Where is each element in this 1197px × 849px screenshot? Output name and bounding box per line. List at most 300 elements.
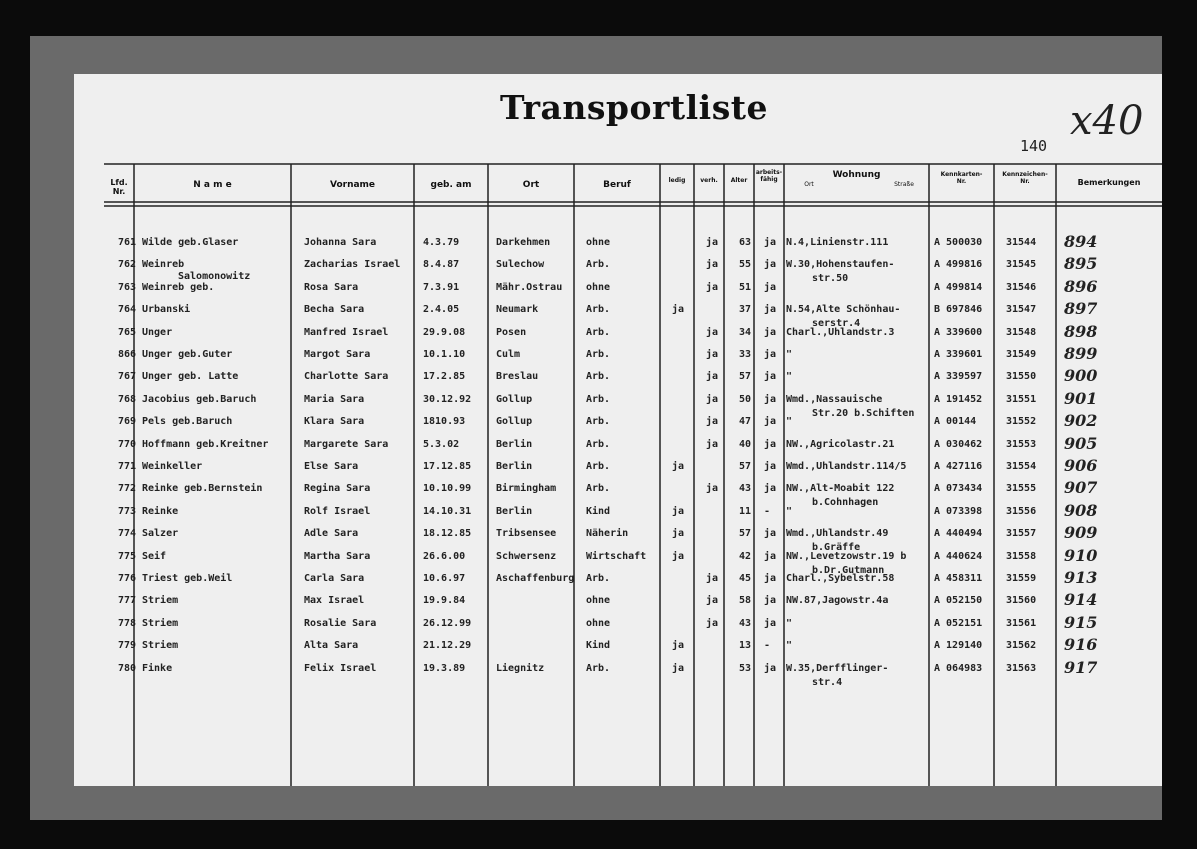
cell-kennkarte: A 129140 [934, 640, 983, 652]
cell-kennzeichen: 31550 [1006, 371, 1037, 383]
cell-verh: ja [706, 393, 719, 405]
cell-vorname: Margot Sara [304, 349, 371, 360]
col-header-ledig: ledig [668, 177, 686, 184]
cell-verh: ja [706, 371, 719, 383]
cell-beruf: Arb. [586, 371, 611, 383]
cell-kennzeichen: 31557 [1006, 528, 1037, 540]
cell-kennzeichen: 31548 [1006, 326, 1037, 338]
cell-beruf: Arb. [586, 326, 611, 338]
col-header-geb: geb. am [430, 180, 472, 190]
cell-beruf: Arb. [586, 438, 611, 450]
cell-vorname: Maria Sara [304, 393, 365, 405]
cell-verh: ja [706, 617, 719, 629]
cell-kennkarte: A 339600 [934, 326, 983, 338]
cell-alter: 37 [738, 304, 751, 316]
cell-beruf: Arb. [586, 662, 611, 674]
table-row [74, 545, 1162, 576]
cell-kennkarte: A 339601 [934, 349, 983, 360]
cell-kennkarte: A 440624 [934, 550, 983, 562]
cell-wohnung: W.35,Derfflinger- [786, 662, 889, 674]
cell-beruf: ohne [586, 237, 611, 248]
col-header-name: N a m e [193, 180, 232, 190]
cell-nr: 775 [117, 550, 136, 562]
cell-vorname: Alta Sara [304, 640, 359, 652]
cell-wohnung: W.30,Hohenstaufen- [786, 259, 895, 271]
cell-nr: 771 [117, 461, 136, 472]
cell-verh: ja [706, 573, 719, 584]
cell-alter: 13 [738, 640, 751, 652]
cell-nr: 777 [117, 595, 136, 607]
cell-arbeitsfaehig: ja [764, 662, 777, 674]
col-header-beruf: Beruf [603, 180, 631, 190]
cell-name: Unger geb.Guter [142, 349, 233, 360]
cell-wohnung: " [786, 640, 793, 652]
cell-nr: 768 [117, 393, 136, 405]
cell-arbeitsfaehig: ja [764, 550, 777, 562]
cell-geb: 18.12.85 [423, 528, 472, 540]
table-row [74, 413, 1162, 435]
cell-vorname: Felix Israel [304, 662, 377, 674]
cell-ledig: ja [672, 528, 685, 540]
table-row [74, 637, 1162, 659]
cell-ledig: ja [672, 304, 685, 316]
table-row [74, 570, 1162, 592]
cell-beruf: Arb. [586, 393, 611, 405]
table-row [74, 458, 1162, 480]
cell-kennzeichen: 31556 [1006, 505, 1037, 517]
cell-geb: 30.12.92 [423, 393, 472, 405]
cell-vorname: Klara Sara [304, 416, 365, 428]
cell-kennkarte: A 030462 [934, 438, 983, 450]
cell-geb: 26.6.00 [423, 550, 466, 562]
cell-kennzeichen: 31549 [1006, 349, 1037, 360]
cell-name-cont: Salomonowitz [178, 270, 251, 282]
cell-kennkarte: A 339597 [934, 371, 983, 383]
table-row [74, 299, 1162, 330]
cell-verh: ja [706, 259, 719, 271]
cell-name: Pels geb.Baruch [142, 416, 233, 428]
cell-geb: 4.3.79 [423, 237, 460, 248]
cell-beruf: Arb. [586, 461, 611, 472]
cell-alter: 34 [738, 326, 751, 338]
cell-arbeitsfaehig: ja [764, 393, 777, 405]
cell-ledig: ja [672, 640, 685, 652]
cell-name: Seif [142, 550, 167, 562]
cell-kennkarte: A 073398 [934, 505, 983, 517]
cell-alter: 45 [738, 573, 751, 584]
cell-vorname: Rosa Sara [304, 281, 359, 293]
cell-ledig: ja [672, 461, 685, 472]
cell-ort: Culm [496, 349, 521, 360]
cell-wohnung: NW.,Levetzowstr.19 b [786, 550, 907, 562]
table-row [74, 388, 1162, 419]
cell-alter: 43 [738, 617, 751, 629]
cell-kennzeichen: 31555 [1006, 483, 1037, 495]
cell-arbeitsfaehig: - [764, 505, 771, 517]
cell-kennzeichen: 31554 [1006, 461, 1037, 472]
cell-kennzeichen: 31553 [1006, 438, 1037, 450]
col-header-wohnung: Wohnung [832, 170, 881, 180]
cell-kennzeichen: 31552 [1006, 416, 1037, 428]
cell-kennkarte: A 427116 [934, 461, 983, 472]
cell-geb: 19.3.89 [423, 662, 466, 674]
cell-arbeitsfaehig: ja [764, 304, 777, 316]
cell-vorname: Zacharias Israel [304, 259, 401, 271]
cell-alter: 40 [738, 438, 751, 450]
cell-arbeitsfaehig: ja [764, 281, 777, 293]
cell-nr: 779 [117, 640, 136, 652]
cell-wohnung-cont: b.Dr.Gutmann [812, 564, 885, 576]
cell-kennzeichen: 31544 [1006, 237, 1037, 248]
cell-kennkarte: A 500030 [934, 237, 983, 248]
cell-nr: 762 [117, 259, 136, 271]
cell-bemerkung: 909 [1064, 523, 1098, 543]
cell-beruf: Arb. [586, 416, 611, 428]
cell-name: Finke [142, 662, 173, 674]
cell-beruf: Arb. [586, 259, 611, 271]
table-row [74, 612, 1162, 637]
cell-nr: 761 [117, 237, 136, 248]
cell-alter: 11 [738, 505, 751, 517]
cell-arbeitsfaehig: ja [764, 237, 777, 248]
cell-geb: 10.10.99 [423, 483, 472, 495]
cell-ort: Breslau [496, 371, 539, 383]
cell-ort: Gollup [496, 416, 533, 428]
cell-vorname: Max Israel [304, 595, 365, 607]
cell-ort: Berlin [496, 438, 533, 450]
cell-kennkarte: A 440494 [934, 528, 983, 540]
col-header-kennzeichen: Kennzeichen- Nr. [1002, 171, 1048, 185]
cell-verh: ja [706, 416, 719, 428]
cell-name: Reinke [142, 505, 179, 517]
cell-nr: 772 [117, 483, 136, 495]
cell-bemerkung: 910 [1064, 545, 1098, 565]
cell-nr: 866 [117, 349, 136, 360]
cell-arbeitsfaehig: ja [764, 259, 777, 271]
cell-name: Urbanski [142, 304, 191, 316]
cell-bemerkung: 916 [1064, 635, 1098, 655]
cell-geb: 1810.93 [423, 416, 466, 428]
cell-beruf: ohne [586, 595, 611, 607]
cell-kennzeichen: 31545 [1006, 259, 1037, 271]
cell-arbeitsfaehig: ja [764, 528, 777, 540]
cell-geb: 26.12.99 [423, 617, 472, 629]
cell-nr: 778 [117, 617, 136, 629]
cell-bemerkung: 913 [1064, 568, 1098, 587]
cell-wohnung-cont: str.4 [812, 676, 843, 688]
cell-wohnung: N.4,Linienstr.111 [786, 237, 889, 248]
col-header-kennkarten: Kennkarten- Nr. [940, 171, 983, 185]
cell-wohnung: NW.,Agricolastr.21 [786, 438, 895, 450]
table-row [74, 346, 1162, 368]
cell-geb: 5.3.02 [423, 438, 460, 450]
cell-verh: ja [706, 281, 719, 293]
cell-geb: 21.12.29 [423, 640, 472, 652]
table-row [74, 523, 1162, 554]
cell-wohnung: Wmd.,Uhlandstr.49 [786, 528, 889, 540]
cell-bemerkung: 897 [1064, 299, 1098, 319]
cell-name: Wilde geb.Glaser [142, 237, 239, 248]
cell-vorname: Rosalie Sara [304, 617, 377, 629]
cell-bemerkung: 898 [1064, 321, 1098, 341]
cell-beruf: ohne [586, 281, 611, 293]
cell-vorname: Else Sara [304, 461, 359, 472]
cell-ort: Neumark [496, 304, 539, 316]
table-row [74, 321, 1162, 346]
cell-geb: 8.4.87 [423, 259, 460, 271]
cell-ledig: ja [672, 662, 685, 674]
cell-ort: Tribsensee [496, 528, 557, 540]
cell-alter: 50 [738, 393, 751, 405]
cell-wohnung: Wmd.,Uhlandstr.114/5 [786, 461, 907, 472]
cell-vorname: Johanna Sara [304, 237, 377, 248]
cell-name: Hoffmann geb.Kreitner [142, 438, 269, 450]
cell-arbeitsfaehig: ja [764, 438, 777, 450]
cell-ort: Gollup [496, 393, 533, 405]
cell-wohnung: " [786, 349, 793, 360]
cell-geb: 17.12.85 [423, 461, 472, 472]
cell-wohnung: Charl.,Uhlandstr.3 [786, 326, 895, 338]
cell-nr: 769 [117, 416, 136, 428]
cell-name: Triest geb.Weil [142, 573, 233, 584]
cell-arbeitsfaehig: ja [764, 595, 777, 607]
cell-ledig: ja [672, 550, 685, 562]
cell-alter: 55 [738, 259, 751, 271]
cell-geb: 2.4.05 [423, 304, 460, 316]
cell-wohnung: NW.87,Jagowstr.4a [786, 595, 889, 607]
document-sheet [74, 74, 1162, 786]
col-header-verh: verh. [700, 177, 718, 184]
cell-alter: 63 [738, 237, 751, 248]
cell-verh: ja [706, 483, 719, 495]
cell-kennzeichen: 31563 [1006, 662, 1037, 674]
table-row [74, 592, 1162, 614]
cell-kennkarte: B 697846 [934, 304, 983, 316]
cell-wohnung-cont: b.Cohnhagen [812, 497, 879, 509]
cell-kennkarte: A 064983 [934, 662, 983, 674]
cell-verh: ja [706, 595, 719, 607]
cell-nr: 773 [117, 505, 136, 517]
cell-kennzeichen: 31561 [1006, 617, 1037, 629]
col-header-ort: Ort [522, 180, 540, 190]
cell-alter: 58 [738, 595, 751, 607]
cell-kennzeichen: 31547 [1006, 304, 1037, 316]
cell-geb: 10.1.10 [423, 349, 466, 360]
cell-alter: 53 [738, 662, 751, 674]
cell-nr: 776 [117, 573, 136, 584]
cell-vorname: Adle Sara [304, 528, 359, 540]
cell-bemerkung: 907 [1064, 478, 1098, 498]
cell-ort: Sulechow [496, 259, 545, 271]
cell-wohnung: Charl.,Sybelstr.58 [786, 573, 895, 584]
cell-name: Striem [142, 640, 179, 652]
cell-beruf: Wirtschaft [586, 550, 647, 562]
cell-wohnung: " [786, 617, 793, 629]
cell-nr: 764 [117, 304, 136, 316]
cell-ort: Posen [496, 326, 527, 338]
cell-nr: 780 [117, 662, 136, 674]
cell-beruf: Arb. [586, 304, 611, 316]
cell-bemerkung: 915 [1064, 612, 1098, 632]
cell-ort: Mähr.Ostrau [496, 281, 563, 293]
cell-bemerkung: 917 [1064, 657, 1098, 677]
cell-kennkarte: A 499814 [934, 281, 983, 293]
cell-name: Weinreb geb. [142, 281, 215, 293]
cell-wohnung-cont: Str.20 b.Schiften [812, 407, 915, 419]
cell-verh: ja [706, 438, 719, 450]
cell-geb: 19.9.84 [423, 595, 466, 607]
cell-ledig: ja [672, 505, 685, 517]
cell-vorname: Rolf Israel [304, 505, 371, 517]
cell-ort: Birmingham [496, 483, 557, 495]
cell-ort: Berlin [496, 461, 533, 472]
cell-wohnung: NW.,Alt-Moabit 122 [786, 483, 895, 495]
cell-ort: Berlin [496, 505, 533, 517]
cell-vorname: Regina Sara [304, 483, 371, 495]
cell-bemerkung: 900 [1064, 366, 1098, 386]
cell-name: Salzer [142, 528, 179, 540]
cell-kennzeichen: 31559 [1006, 573, 1037, 584]
cell-vorname: Manfred Israel [304, 326, 389, 338]
col-header-vorname: Vorname [329, 180, 376, 190]
cell-arbeitsfaehig: ja [764, 617, 777, 629]
cell-beruf: Arb. [586, 573, 611, 584]
cell-name: Unger geb. Latte [142, 371, 239, 383]
cell-bemerkung: 908 [1064, 500, 1098, 520]
cell-kennzeichen: 31558 [1006, 550, 1037, 562]
cell-verh: ja [706, 349, 719, 360]
cell-vorname: Martha Sara [304, 550, 371, 562]
col-header-wohnung-ort: Ort [804, 181, 814, 188]
table-row [74, 368, 1162, 390]
table-row [74, 500, 1162, 525]
cell-alter: 51 [738, 281, 751, 293]
cell-kennkarte: A 073434 [934, 483, 983, 495]
cell-arbeitsfaehig: - [764, 640, 771, 652]
cell-bemerkung: 894 [1064, 232, 1098, 251]
cell-beruf: Arb. [586, 483, 611, 495]
cell-vorname: Carla Sara [304, 573, 365, 584]
cell-nr: 767 [117, 371, 136, 383]
cell-arbeitsfaehig: ja [764, 416, 777, 428]
cell-alter: 43 [738, 483, 751, 495]
cell-nr: 774 [117, 528, 136, 540]
cell-kennzeichen: 31562 [1006, 640, 1037, 652]
cell-arbeitsfaehig: ja [764, 371, 777, 383]
cell-vorname: Charlotte Sara [304, 371, 389, 383]
page-number: 140 [1020, 137, 1048, 155]
cell-beruf: Kind [586, 640, 611, 652]
col-header-arbeitsfaehig: arbeits- fähig [755, 169, 783, 183]
table-row [74, 657, 1162, 688]
cell-name: Weinreb [142, 259, 185, 271]
cell-kennkarte: A 00144 [934, 416, 977, 428]
cell-alter: 33 [738, 349, 751, 360]
cell-wohnung: " [786, 371, 793, 383]
cell-vorname: Margarete Sara [304, 438, 389, 450]
cell-ort: Schwersenz [496, 550, 557, 562]
cell-bemerkung: 896 [1064, 276, 1098, 296]
table-row [74, 270, 1162, 301]
cell-kennzeichen: 31560 [1006, 595, 1037, 607]
cell-bemerkung: 901 [1064, 388, 1098, 408]
cell-kennkarte: A 052151 [934, 617, 983, 629]
cell-nr: 765 [117, 326, 136, 338]
cell-beruf: ohne [586, 617, 611, 629]
cell-bemerkung: 906 [1064, 456, 1098, 475]
col-header-wohnung-strasse: Straße [894, 181, 914, 188]
col-header-alter: Alter [730, 177, 748, 184]
cell-name: Striem [142, 595, 179, 607]
cell-vorname: Becha Sara [304, 304, 365, 316]
cell-wohnung-cont: serstr.4 [812, 318, 861, 330]
cell-name: Reinke geb.Bernstein [142, 483, 263, 495]
cell-wohnung-cont: str.50 [812, 273, 849, 285]
cell-ort: Darkehmen [496, 237, 551, 248]
cell-bemerkung: 914 [1064, 590, 1098, 610]
cell-alter: 47 [738, 416, 751, 428]
cell-verh: ja [706, 237, 719, 248]
cell-arbeitsfaehig: ja [764, 349, 777, 360]
cell-kennkarte: A 458311 [934, 573, 983, 584]
cell-geb: 10.6.97 [423, 573, 466, 584]
cell-geb: 29.9.08 [423, 326, 466, 338]
handwritten-note: x40 [1070, 98, 1144, 144]
cell-wohnung: " [786, 505, 793, 517]
cell-verh: ja [706, 326, 719, 338]
cell-wohnung: Wmd.,Nassauische [786, 393, 883, 405]
cell-arbeitsfaehig: ja [764, 483, 777, 495]
cell-name: Striem [142, 617, 179, 629]
table-row [74, 433, 1162, 458]
cell-bemerkung: 895 [1064, 254, 1098, 274]
cell-beruf: Arb. [586, 349, 611, 360]
col-header-bemerkungen: Bemerkungen [1077, 178, 1141, 187]
cell-nr: 763 [117, 281, 136, 293]
cell-beruf: Kind [586, 505, 611, 517]
cell-nr: 770 [117, 438, 136, 450]
col-header-nr: Lfd. Nr. [110, 178, 128, 197]
cell-alter: 57 [738, 371, 751, 383]
cell-bemerkung: 899 [1064, 344, 1098, 363]
cell-kennkarte: A 499816 [934, 259, 983, 271]
cell-wohnung: " [786, 416, 793, 428]
cell-kennkarte: A 052150 [934, 595, 983, 607]
page-title: Transportliste [499, 88, 769, 127]
cell-geb: 17.2.85 [423, 371, 466, 383]
cell-beruf: Näherin [586, 528, 629, 540]
cell-geb: 14.10.31 [423, 505, 472, 517]
cell-name: Jacobius geb.Baruch [142, 393, 257, 405]
table-row [74, 234, 1162, 256]
cell-alter: 57 [738, 528, 751, 540]
cell-arbeitsfaehig: ja [764, 573, 777, 584]
cell-kennzeichen: 31551 [1006, 393, 1037, 405]
cell-geb: 7.3.91 [423, 281, 460, 293]
cell-wohnung: N.54,Alte Schönhau- [786, 304, 901, 316]
cell-ort: Aschaffenburg [496, 573, 575, 584]
cell-alter: 42 [738, 550, 751, 562]
cell-arbeitsfaehig: ja [764, 326, 777, 338]
cell-ort: Liegnitz [496, 662, 545, 674]
cell-wohnung-cont: b.Gräffe [812, 542, 861, 554]
table-row [74, 478, 1162, 509]
cell-arbeitsfaehig: ja [764, 461, 777, 472]
cell-kennkarte: A 191452 [934, 393, 983, 405]
cell-kennzeichen: 31546 [1006, 281, 1037, 293]
cell-alter: 57 [738, 461, 751, 472]
cell-name: Unger [142, 326, 173, 338]
